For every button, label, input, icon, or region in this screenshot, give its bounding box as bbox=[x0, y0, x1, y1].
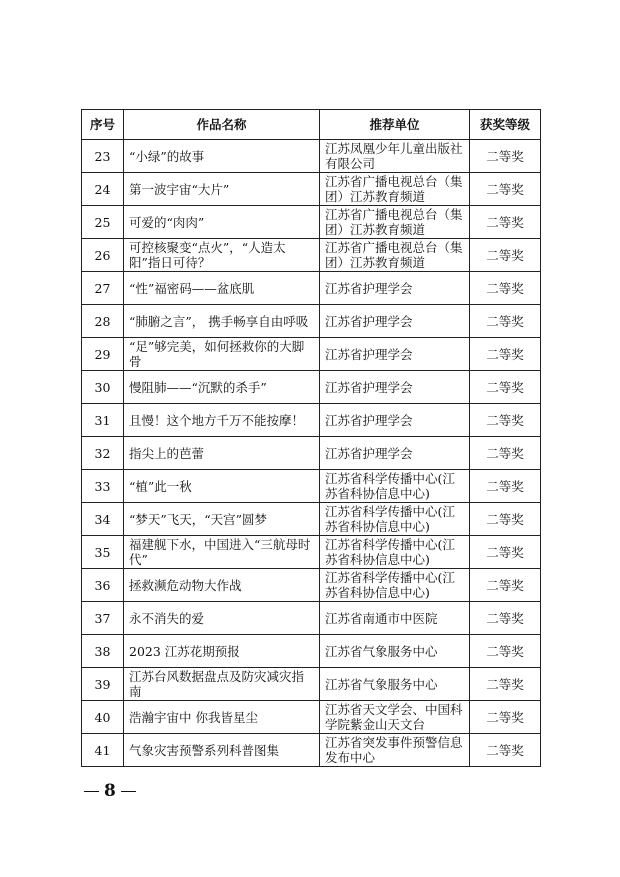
award-level: 二等奖 bbox=[470, 140, 541, 173]
row-number: 25 bbox=[82, 206, 124, 239]
work-title: “小绿”的故事 bbox=[124, 140, 320, 173]
header-row bbox=[82, 110, 541, 140]
recommending-unit: 江苏省南通市中医院 bbox=[320, 602, 470, 635]
table-row bbox=[82, 437, 541, 470]
table-row bbox=[82, 635, 541, 668]
recommending-unit: 江苏省气象服务中心 bbox=[320, 635, 470, 668]
recommending-unit: 江苏省广播电视总台（集团）江苏教育频道 bbox=[320, 173, 470, 206]
work-title: 浩瀚宇宙中 你我皆星尘 bbox=[124, 701, 320, 734]
recommending-unit: 江苏省护理学会 bbox=[320, 338, 470, 371]
table-row bbox=[82, 569, 541, 602]
work-title: “性”福密码——盆底肌 bbox=[124, 272, 320, 305]
row-number: 38 bbox=[82, 635, 124, 668]
row-number: 33 bbox=[82, 470, 124, 503]
recommending-unit: 江苏省广播电视总台（集团）江苏教育频道 bbox=[320, 206, 470, 239]
recommending-unit: 江苏省护理学会 bbox=[320, 437, 470, 470]
recommending-unit: 江苏省护理学会 bbox=[320, 305, 470, 338]
row-number: 27 bbox=[82, 272, 124, 305]
work-title: 江苏台风数据盘点及防灾减灾指南 bbox=[124, 668, 320, 701]
page-footer bbox=[84, 781, 136, 801]
row-number: 34 bbox=[82, 503, 124, 536]
table-body bbox=[82, 140, 541, 767]
row-number: 29 bbox=[82, 338, 124, 371]
work-title: 永不消失的爱 bbox=[124, 602, 320, 635]
award-level: 二等奖 bbox=[470, 239, 541, 272]
award-level: 二等奖 bbox=[470, 206, 541, 239]
table-row bbox=[82, 305, 541, 338]
row-number: 41 bbox=[82, 734, 124, 767]
recommending-unit: 江苏省天文学会、中国科学院紫金山天文台 bbox=[320, 701, 470, 734]
table-row bbox=[82, 338, 541, 371]
work-title: 福建舰下水，中国进入“三航母时代” bbox=[124, 536, 320, 569]
table-row bbox=[82, 140, 541, 173]
work-title: 慢阻肺——“沉默的杀手” bbox=[124, 371, 320, 404]
table-row bbox=[82, 173, 541, 206]
row-number: 24 bbox=[82, 173, 124, 206]
award-level: 二等奖 bbox=[470, 602, 541, 635]
award-level: 二等奖 bbox=[470, 305, 541, 338]
table-row bbox=[82, 602, 541, 635]
header-level: 获奖等级 bbox=[470, 110, 541, 140]
award-table bbox=[81, 109, 541, 767]
header-title: 作品名称 bbox=[124, 110, 320, 140]
recommending-unit: 江苏省突发事件预警信息发布中心 bbox=[320, 734, 470, 767]
recommending-unit: 江苏省科学传播中心(江苏省科协信息中心) bbox=[320, 536, 470, 569]
award-level: 二等奖 bbox=[470, 272, 541, 305]
table-row bbox=[82, 668, 541, 701]
table-row bbox=[82, 470, 541, 503]
row-number: 28 bbox=[82, 305, 124, 338]
row-number: 31 bbox=[82, 404, 124, 437]
award-level: 二等奖 bbox=[470, 503, 541, 536]
work-title: “足”够完美，如何拯救你的大脚骨 bbox=[124, 338, 320, 371]
table-row bbox=[82, 272, 541, 305]
award-level: 二等奖 bbox=[470, 701, 541, 734]
header-unit: 推荐单位 bbox=[320, 110, 470, 140]
table-row bbox=[82, 536, 541, 569]
work-title: 2023 江苏花期预报 bbox=[124, 635, 320, 668]
work-title: 可控核聚变“点火”，“人造太阳”指日可待？ bbox=[124, 239, 320, 272]
row-number: 39 bbox=[82, 668, 124, 701]
work-title: 指尖上的芭蕾 bbox=[124, 437, 320, 470]
table-header bbox=[82, 110, 541, 140]
recommending-unit: 江苏省科学传播中心(江苏省科协信息中心) bbox=[320, 503, 470, 536]
recommending-unit: 江苏省气象服务中心 bbox=[320, 668, 470, 701]
footer-dash-right bbox=[121, 791, 136, 792]
work-title: 可爱的“肉肉” bbox=[124, 206, 320, 239]
recommending-unit: 江苏省科学传播中心(江苏省科协信息中心) bbox=[320, 470, 470, 503]
recommending-unit: 江苏省广播电视总台（集团）江苏教育频道 bbox=[320, 239, 470, 272]
work-title: 第一波宇宙“大片” bbox=[124, 173, 320, 206]
recommending-unit: 江苏省护理学会 bbox=[320, 371, 470, 404]
award-level: 二等奖 bbox=[470, 173, 541, 206]
award-level: 二等奖 bbox=[470, 734, 541, 767]
table-row bbox=[82, 503, 541, 536]
award-level: 二等奖 bbox=[470, 470, 541, 503]
row-number: 23 bbox=[82, 140, 124, 173]
table-row bbox=[82, 371, 541, 404]
row-number: 32 bbox=[82, 437, 124, 470]
work-title: “植”此一秋 bbox=[124, 470, 320, 503]
header-no: 序号 bbox=[82, 110, 124, 140]
row-number: 36 bbox=[82, 569, 124, 602]
footer-dash-left bbox=[84, 791, 99, 792]
page-number: 8 bbox=[104, 781, 116, 801]
award-level: 二等奖 bbox=[470, 437, 541, 470]
row-number: 35 bbox=[82, 536, 124, 569]
row-number: 30 bbox=[82, 371, 124, 404]
award-level: 二等奖 bbox=[470, 569, 541, 602]
work-title: “梦天”飞天，“天宫”圆梦 bbox=[124, 503, 320, 536]
row-number: 37 bbox=[82, 602, 124, 635]
work-title: 且慢！这个地方千万不能按摩！ bbox=[124, 404, 320, 437]
recommending-unit: 江苏省科学传播中心(江苏省科协信息中心) bbox=[320, 569, 470, 602]
row-number: 26 bbox=[82, 239, 124, 272]
work-title: “肺腑之言”， 携手畅享自由呼吸 bbox=[124, 305, 320, 338]
table-row bbox=[82, 734, 541, 767]
work-title: 气象灾害预警系列科普图集 bbox=[124, 734, 320, 767]
award-level: 二等奖 bbox=[470, 404, 541, 437]
table-row bbox=[82, 701, 541, 734]
table-row bbox=[82, 404, 541, 437]
work-title: 拯救濒危动物大作战 bbox=[124, 569, 320, 602]
recommending-unit: 江苏凤凰少年儿童出版社有限公司 bbox=[320, 140, 470, 173]
recommending-unit: 江苏省护理学会 bbox=[320, 404, 470, 437]
award-level: 二等奖 bbox=[470, 371, 541, 404]
table-row bbox=[82, 206, 541, 239]
award-level: 二等奖 bbox=[470, 338, 541, 371]
award-level: 二等奖 bbox=[470, 668, 541, 701]
award-level: 二等奖 bbox=[470, 536, 541, 569]
table-row bbox=[82, 239, 541, 272]
recommending-unit: 江苏省护理学会 bbox=[320, 272, 470, 305]
award-level: 二等奖 bbox=[470, 635, 541, 668]
row-number: 40 bbox=[82, 701, 124, 734]
